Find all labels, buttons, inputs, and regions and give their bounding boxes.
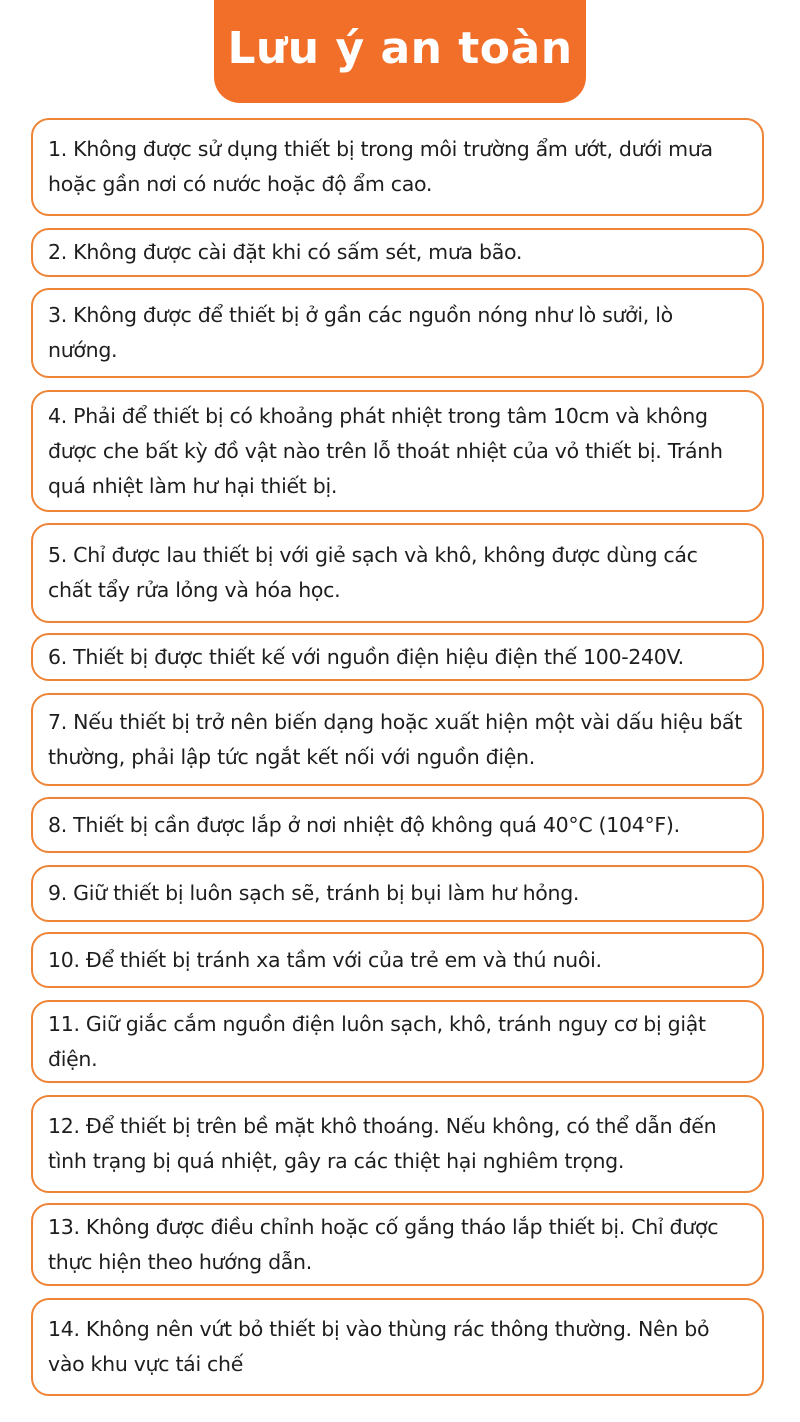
safety-note-text: 10. Để thiết bị tránh xa tầm với của trẻ em và thú nuôi. [48,947,602,972]
safety-note-text: 7. Nếu thiết bị trở nên biến dạng hoặc xuất hiện một vài dấu hiệu bất thường, phải lập tức ngắt kết nối với nguồn điện. [48,709,742,769]
safety-note-1 [31,118,764,216]
safety-note-text: 5. Chỉ được lau thiết bị với giẻ sạch và khô, không được dùng các chất tẩy rửa lỏng và hóa học. [48,543,698,602]
safety-note-4 [31,390,764,512]
safety-note-5 [31,523,764,623]
safety-note-text: 11. Giữ giắc cắm nguồn điện luôn sạch, khô, tránh nguy cơ bị giật điện. [48,1011,706,1071]
safety-note-9 [31,865,764,922]
safety-note-text: 9. Giữ thiết bị luôn sạch sẽ, tránh bị bụi làm hư hỏng. [48,881,580,905]
safety-note-11 [31,1000,764,1083]
safety-note-14 [31,1298,764,1396]
safety-note-text: 8. Thiết bị cần được lắp ở nơi nhiệt độ không quá 40°C (104°F). [48,812,680,837]
safety-note-text: 4. Phải để thiết bị có khoảng phát nhiệt trong tâm 10cm và không được che bất kỳ đồ vật nào trên lỗ thoát nhiệt của vỏ thiết bị. Tránh quá nhiệt làm hư hại thiết bị. [48,403,723,498]
safety-note-8 [31,797,764,853]
page-title: Lưu ý an toàn [227,23,573,74]
safety-note-10 [31,932,764,988]
title-banner [214,0,586,103]
safety-note-3 [31,288,764,378]
safety-note-text: 14. Không nên vứt bỏ thiết bị vào thùng rác thông thường. Nên bỏ vào khu vực tái chế [48,1317,710,1376]
safety-note-6 [31,633,764,681]
safety-note-2 [31,228,764,277]
safety-note-text: 3. Không được để thiết bị ở gần các nguồn nóng như lò sưởi, lò nướng. [48,303,673,362]
safety-note-text: 1. Không được sử dụng thiết bị trong môi trường ẩm ướt, dưới mưa hoặc gần nơi có nước hoặc độ ẩm cao. [48,137,713,196]
safety-note-13 [31,1203,764,1286]
safety-note-text: 12. Để thiết bị trên bề mặt khô thoáng. Nếu không, có thể dẫn đến tình trạng bị quá nhiệt, gây ra các thiệt hại nghiêm trọng. [48,1114,717,1173]
safety-note-7 [31,693,764,786]
safety-note-text: 13. Không được điều chỉnh hoặc cố gắng tháo lắp thiết bị. Chỉ được thực hiện theo hướng dẫn. [48,1214,719,1274]
safety-note-text: 6. Thiết bị được thiết kế với nguồn điện hiệu điện thế 100-240V. [48,644,684,669]
safety-note-12 [31,1095,764,1193]
safety-note-text: 2. Không được cài đặt khi có sấm sét, mưa bão. [48,240,523,264]
